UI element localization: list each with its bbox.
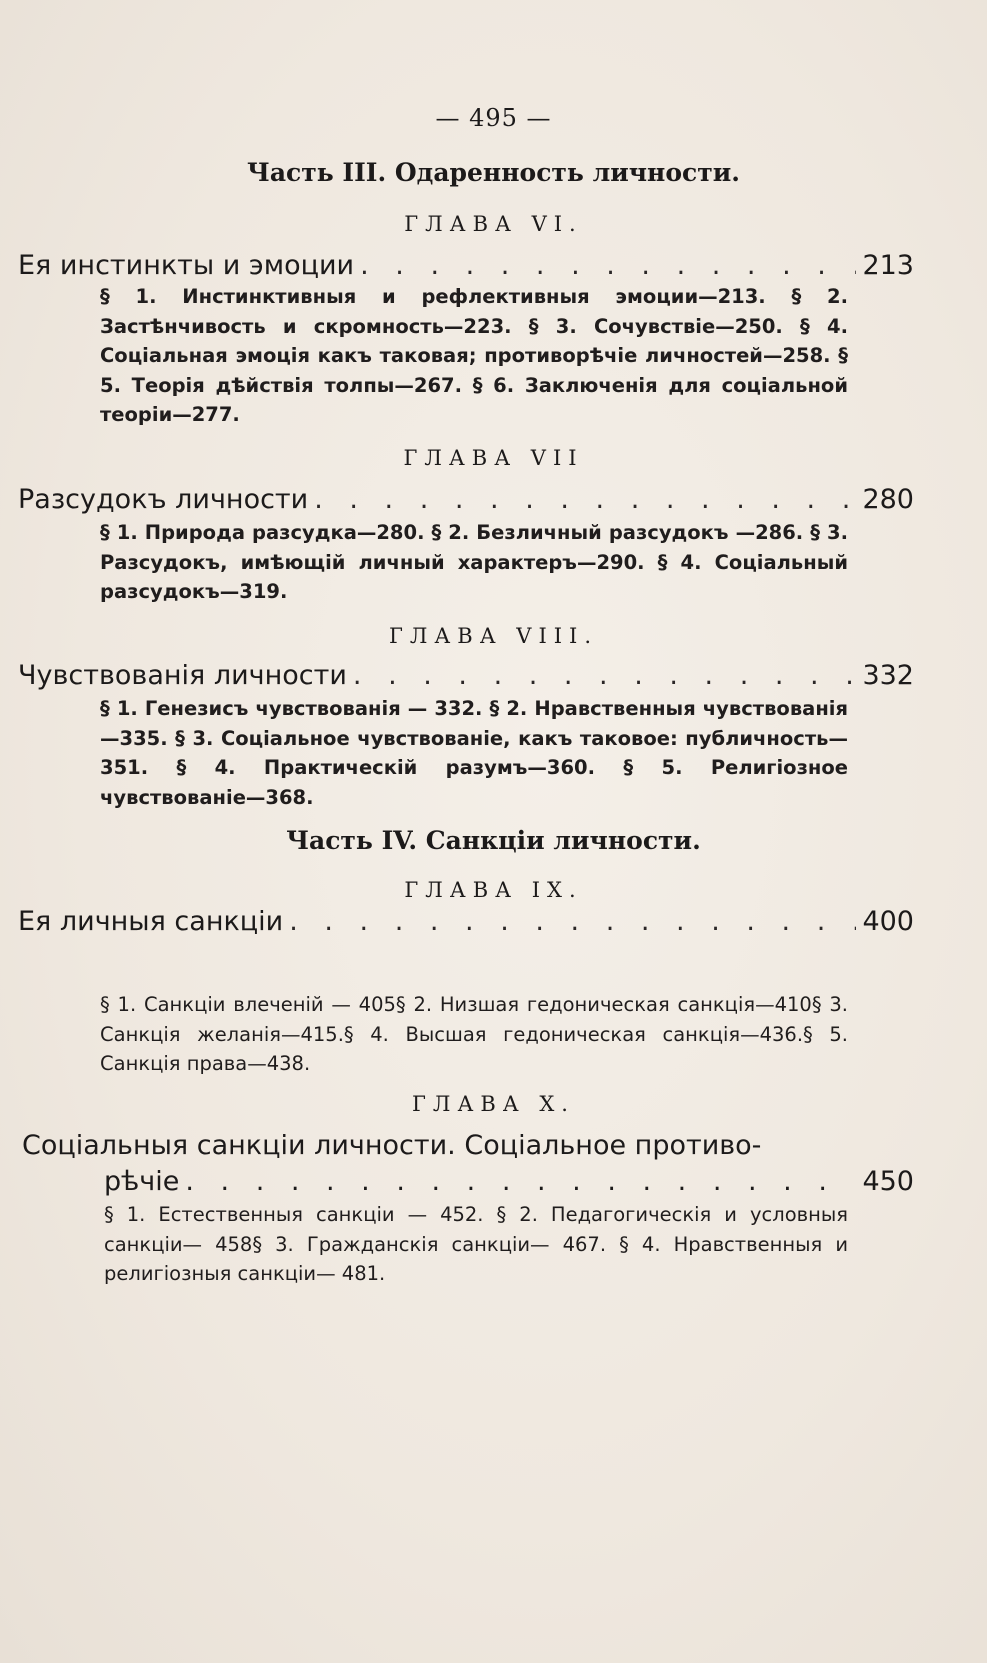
chapter-6-entry xyxy=(18,250,914,281)
chapter-6-heading: ГЛАВА VI. xyxy=(404,212,583,236)
chapter-10-page: 450 xyxy=(862,1166,914,1197)
chapter-9-title: Ея личныя санкціи xyxy=(18,906,284,937)
dot-leader xyxy=(289,906,856,937)
dot-leader xyxy=(353,660,857,691)
chapter-8-contents: § 1. Генезисъ чувствованія — 332. § 2. Нравственныя чувствованія—335. § 3. Соціальное чувствованіе, какъ таковое: публичность—351. § 4. Практическій разумъ—360. § 5. Религіозное чувствованіе—368. xyxy=(100,697,848,809)
chapter-8-entry xyxy=(18,660,914,691)
chapter-7-title: Разсудокъ личности xyxy=(18,484,309,515)
chapter-7-page: 280 xyxy=(862,484,914,515)
chapter-10-contents: § 1. Естественныя санкціи — 452. § 2. Педагогическія и условныя санкціи— 458§ 3. Гражданскія санкціи— 467. § 4. Нравственныя и религіозныя санкціи— 481. xyxy=(104,1203,848,1285)
chapter-9-entry xyxy=(18,906,914,937)
chapter-7-heading: ГЛАВА VII xyxy=(403,446,584,470)
dot-leader xyxy=(185,1166,856,1197)
chapter-7-contents: § 1. Природа разсудка—280. § 2. Безличный разсудокъ —286. § 3. Разсудокъ, имѣющій личный характеръ—290. § 4. Соціальный разсудокъ—319. xyxy=(100,521,848,603)
chapter-10-title-line-2: рѣчіе xyxy=(104,1166,180,1197)
chapter-8-page: 332 xyxy=(862,660,914,691)
chapter-6-title: Ея инстинкты и эмоции xyxy=(18,250,355,281)
chapter-7-entry xyxy=(18,484,914,515)
chapter-8-title: Чувствованія личности xyxy=(18,660,347,691)
chapter-9-page: 400 xyxy=(862,906,914,937)
chapter-9-contents: § 1. Санкціи влеченій — 405§ 2. Низшая гедоническая санкція—410§ 3. Санкція желанія—415.§ 4. Высшая гедоническая санкція—436.§ 5. Санкція права—438. xyxy=(100,993,848,1075)
chapter-10-title-line-1: Соціальныя санкціи личности. Соціальное противо- xyxy=(22,1130,762,1161)
chapter-9-heading: ГЛАВА IX. xyxy=(404,878,583,902)
chapter-6-contents: § 1. Инстинктивныя и рефлективныя эмоции—213. § 2. Застѣнчивость и скромность—223. § 3. Сочувствіе—250. § 4. Соціальная эмоція какъ таковая; противорѣчіе личностей—258. § 5. Теорія дѣйствія толпы—267. § 6. Заключенія для соціальной теоріи—277. xyxy=(100,285,848,426)
chapter-10-entry xyxy=(104,1166,914,1197)
page-number: — 495 — xyxy=(435,104,552,132)
part-3-title: Часть III. Одаренность личности. xyxy=(247,158,740,187)
dot-leader xyxy=(360,250,856,281)
part-4-title: Часть IV. Санкціи личности. xyxy=(286,826,701,855)
chapter-10-heading: ГЛАВА X. xyxy=(412,1092,575,1116)
chapter-6-page: 213 xyxy=(862,250,914,281)
chapter-8-heading: ГЛАВА VIII. xyxy=(388,624,599,648)
dot-leader xyxy=(314,484,856,515)
